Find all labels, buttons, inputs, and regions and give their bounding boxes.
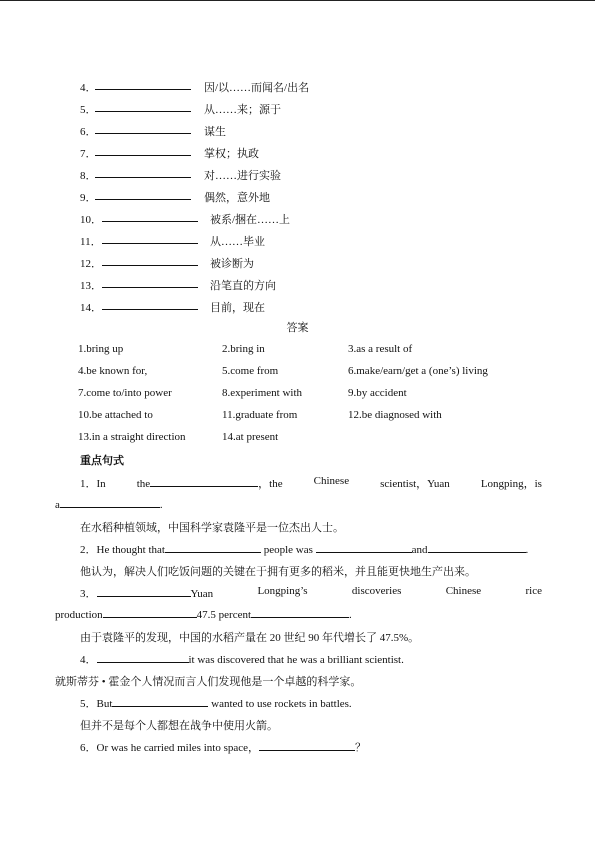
vocab-chinese-meaning: 偶然，意外地 (204, 192, 270, 204)
answer-item: 7.come to/into power (78, 387, 172, 399)
s2-text: and (411, 544, 428, 556)
vocab-chinese-meaning: 从……来；源于 (204, 104, 281, 116)
sentence-4 (80, 651, 404, 667)
sentence-6 (80, 739, 366, 755)
sentence-3-line-2 (55, 607, 352, 621)
s1-word: Longping，is (480, 478, 542, 490)
s3-word: rice (525, 585, 542, 597)
answer-blank[interactable] (97, 652, 189, 663)
answer-item: 11.graduate from (222, 409, 298, 421)
s2-text: . (525, 544, 529, 556)
answer-item: 2.bring in (222, 343, 265, 355)
s1-word: ，the (258, 478, 283, 490)
s3-word: 47.5 percent (196, 609, 252, 621)
vocab-row (80, 167, 380, 181)
answer-blank[interactable] (259, 740, 355, 751)
answer-item: 3.as a result of (348, 343, 413, 355)
sentence-1-line-1 (80, 475, 542, 491)
vocab-row (80, 145, 380, 159)
vocab-number: 10． (80, 214, 102, 226)
vocab-chinese-meaning: 掌权；执政 (204, 148, 259, 160)
sentence-4-translation: 就斯蒂芬 • 霍金个人情况而言人们发现他是一个卓越的科学家。 (55, 676, 362, 688)
answer-item: 10.be attached to (78, 409, 153, 421)
vocab-row (80, 233, 380, 247)
vocab-chinese-meaning: 因/以……而闻名/出名 (204, 82, 310, 94)
sentence-1-line-2 (55, 497, 163, 511)
sentence-3-line-1 (80, 585, 542, 601)
answer-blank[interactable] (428, 542, 526, 553)
vocab-row (80, 299, 380, 313)
s6-text: ？ (355, 742, 366, 754)
vocab-number: 11． (80, 236, 102, 248)
s3-word: Yuan (190, 588, 214, 600)
s3-word: discoveries (351, 585, 402, 597)
vocab-answer-blank[interactable] (95, 189, 191, 200)
s3-word: Longping’s (257, 585, 308, 597)
s3-word: Chinese (445, 585, 482, 597)
s3-word: 3． (80, 588, 97, 600)
answer-blank[interactable] (97, 586, 191, 597)
answer-item: 13.in a straight direction (78, 431, 186, 443)
answer-item: 9.by accident (348, 387, 407, 399)
vocab-number: 8． (80, 170, 97, 182)
s1-word: . (159, 499, 163, 511)
answer-item: 14.at present (222, 431, 279, 443)
vocab-chinese-meaning: 沿笔直的方向 (210, 280, 276, 292)
vocab-chinese-meaning: 被诊断为 (210, 258, 254, 270)
s1-word: scientist，Yuan (380, 478, 450, 490)
vocab-row (80, 277, 380, 291)
vocab-number: 12． (80, 258, 102, 270)
vocab-answer-blank[interactable] (102, 211, 198, 222)
answer-blank[interactable] (103, 607, 197, 618)
answer-blank[interactable] (316, 542, 412, 553)
vocab-answer-blank[interactable] (102, 277, 198, 288)
answer-blank[interactable] (112, 696, 208, 707)
answer-blank[interactable] (251, 607, 349, 618)
s2-text: 2．He thought that (80, 544, 165, 556)
s4-text: 4． (80, 654, 97, 666)
vocab-chinese-meaning: 谋生 (204, 126, 226, 138)
s4-text: it was discovered that he was a brilliant scientist. (188, 654, 404, 666)
s6-text: 6．Or was he carried miles into space， (80, 742, 259, 754)
vocab-answer-blank[interactable] (95, 123, 191, 134)
answer-blank[interactable] (165, 542, 261, 553)
answer-blank[interactable] (60, 497, 160, 508)
vocab-row (80, 255, 380, 269)
vocab-number: 7． (80, 148, 97, 160)
s3-word: . (349, 609, 352, 621)
sentence-3-translation: 由于袁隆平的发现，中国的水稻产量在 20 世纪 90 年代增长了 47.5%。 (80, 632, 420, 644)
s1-word: a (55, 499, 60, 511)
vocab-row (80, 211, 380, 225)
s5-text: 5．But (80, 698, 113, 710)
vocab-number: 13． (80, 280, 102, 292)
s2-text: people was (260, 544, 316, 556)
answer-item: 5.come from (222, 365, 279, 377)
vocab-chinese-meaning: 对……进行实验 (204, 170, 281, 182)
vocab-answer-blank[interactable] (95, 79, 191, 90)
s1-word: Chinese (313, 475, 350, 487)
answer-blank[interactable] (150, 476, 258, 487)
sentence-5-translation: 但并不是每个人都想在战争中使用火箭。 (80, 720, 278, 732)
sentence-2-translation: 他认为，解决人们吃饭问题的关键在于拥有更多的稻米，并且能更快地生产出来。 (80, 566, 476, 578)
answer-item: 1.bring up (78, 343, 124, 355)
vocab-number: 9． (80, 192, 97, 204)
vocab-answer-blank[interactable] (102, 299, 198, 310)
vocab-row (80, 79, 380, 93)
vocab-answer-blank[interactable] (95, 145, 191, 156)
section-heading: 重点句式 (80, 455, 124, 467)
s3-word: production (55, 609, 103, 621)
s5-text: wanted to use rockets in battles. (208, 698, 352, 710)
sentence-2 (80, 541, 528, 557)
vocab-chinese-meaning: 目前，现在 (210, 302, 265, 314)
vocab-number: 6． (80, 126, 97, 138)
vocab-chinese-meaning: 被系/捆在……上 (210, 214, 291, 226)
answer-item: 6.make/earn/get a (one’s) living (348, 365, 488, 377)
top-border-line (0, 0, 595, 1)
answers-title: 答案 (286, 322, 309, 334)
vocab-number: 14． (80, 302, 102, 314)
answer-item: 12.be diagnosed with (348, 409, 442, 421)
sentence-1-translation: 在水稻种植领域，中国科学家袁隆平是一位杰出人士。 (80, 522, 344, 534)
s1-word: the (136, 478, 151, 490)
sentence-5 (80, 695, 352, 711)
vocab-answer-blank[interactable] (102, 255, 198, 266)
answer-item: 4.be known for, (78, 365, 148, 377)
s1-word: 1．In (80, 478, 106, 490)
vocab-row (80, 101, 380, 115)
vocab-row (80, 189, 380, 203)
vocab-answer-blank[interactable] (95, 101, 191, 112)
vocab-answer-blank[interactable] (95, 167, 191, 178)
vocab-number: 4． (80, 82, 97, 94)
vocab-number: 5． (80, 104, 97, 116)
vocab-row (80, 123, 380, 137)
vocab-answer-blank[interactable] (102, 233, 198, 244)
vocab-chinese-meaning: 从……毕业 (210, 236, 265, 248)
answer-item: 8.experiment with (222, 387, 303, 399)
